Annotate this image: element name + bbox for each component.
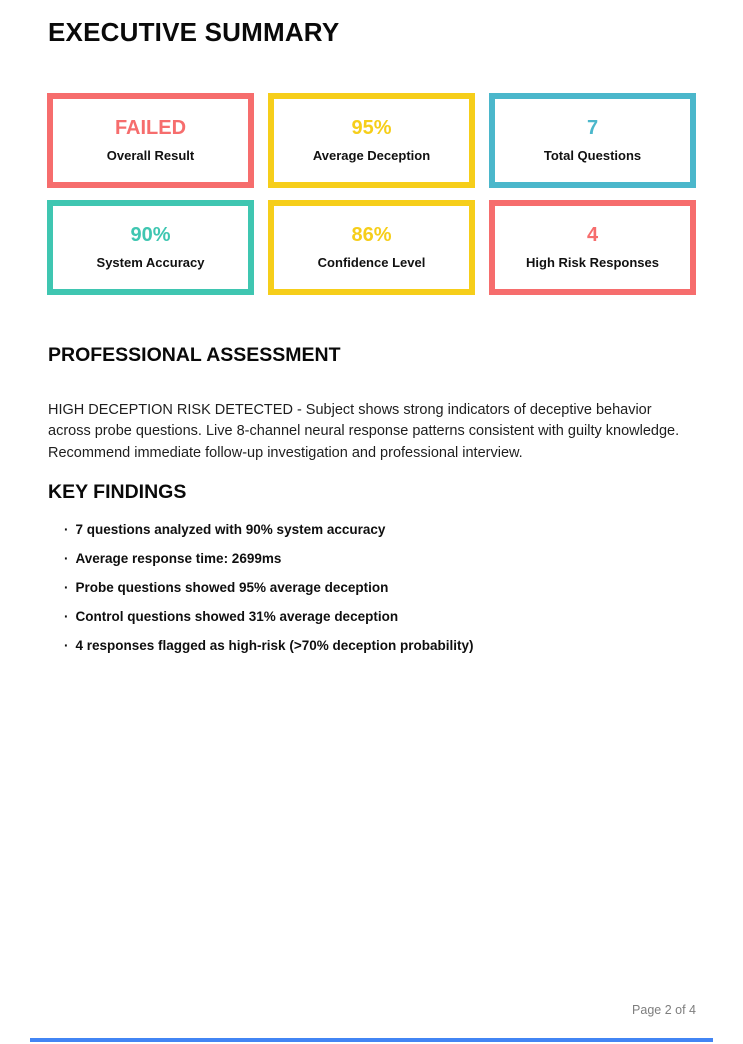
bullet-dot-icon: · xyxy=(64,609,69,624)
bottom-accent-bar xyxy=(30,1038,713,1042)
card-value: FAILED xyxy=(114,117,187,139)
summary-card xyxy=(47,93,254,188)
card-label: High Risk Responses xyxy=(526,255,659,270)
summary-card xyxy=(268,93,475,188)
summary-card xyxy=(489,200,696,295)
bullet-dot-icon: · xyxy=(64,638,69,653)
finding-text: Control questions showed 31% average deception xyxy=(75,609,399,624)
bullet-dot-icon: · xyxy=(64,580,69,595)
finding-text: 7 questions analyzed with 90% system accuracy xyxy=(75,522,386,537)
summary-cards-grid xyxy=(47,93,696,295)
card-value: 95% xyxy=(351,117,392,139)
finding-item xyxy=(64,638,664,654)
summary-card xyxy=(47,200,254,295)
card-label: Average Deception xyxy=(312,148,431,163)
summary-card xyxy=(268,200,475,295)
key-findings-list xyxy=(64,522,664,667)
key-findings-heading: KEY FINDINGS xyxy=(48,481,187,503)
card-label: Total Questions xyxy=(543,148,642,163)
finding-text: Probe questions showed 95% average deception xyxy=(75,580,389,595)
finding-item xyxy=(64,609,664,625)
card-label: System Accuracy xyxy=(96,255,205,270)
finding-item xyxy=(64,580,664,596)
card-label: Overall Result xyxy=(106,148,195,163)
card-value: 90% xyxy=(130,224,171,246)
finding-item xyxy=(64,522,664,538)
summary-card xyxy=(489,93,696,188)
professional-assessment-heading: PROFESSIONAL ASSESSMENT xyxy=(48,344,341,366)
professional-assessment-body: HIGH DECEPTION RISK DETECTED - Subject shows strong indicators of deceptive behavior across probe questions. Live 8-channel neural response patterns consistent with guilty knowledge. Recommend immediate follow-up investigation and professional interview. xyxy=(48,401,680,461)
page-title: EXECUTIVE SUMMARY xyxy=(48,17,340,47)
page-indicator: Page 2 of 4 xyxy=(632,1003,696,1017)
card-value: 86% xyxy=(351,224,392,246)
card-label: Confidence Level xyxy=(317,255,426,270)
finding-text: Average response time: 2699ms xyxy=(75,551,282,566)
bullet-dot-icon: · xyxy=(64,551,69,566)
card-value: 7 xyxy=(586,117,599,139)
finding-text: 4 responses flagged as high-risk (>70% deception probability) xyxy=(75,638,474,653)
bullet-dot-icon: · xyxy=(64,522,69,537)
card-value: 4 xyxy=(586,224,599,246)
finding-item xyxy=(64,551,664,567)
